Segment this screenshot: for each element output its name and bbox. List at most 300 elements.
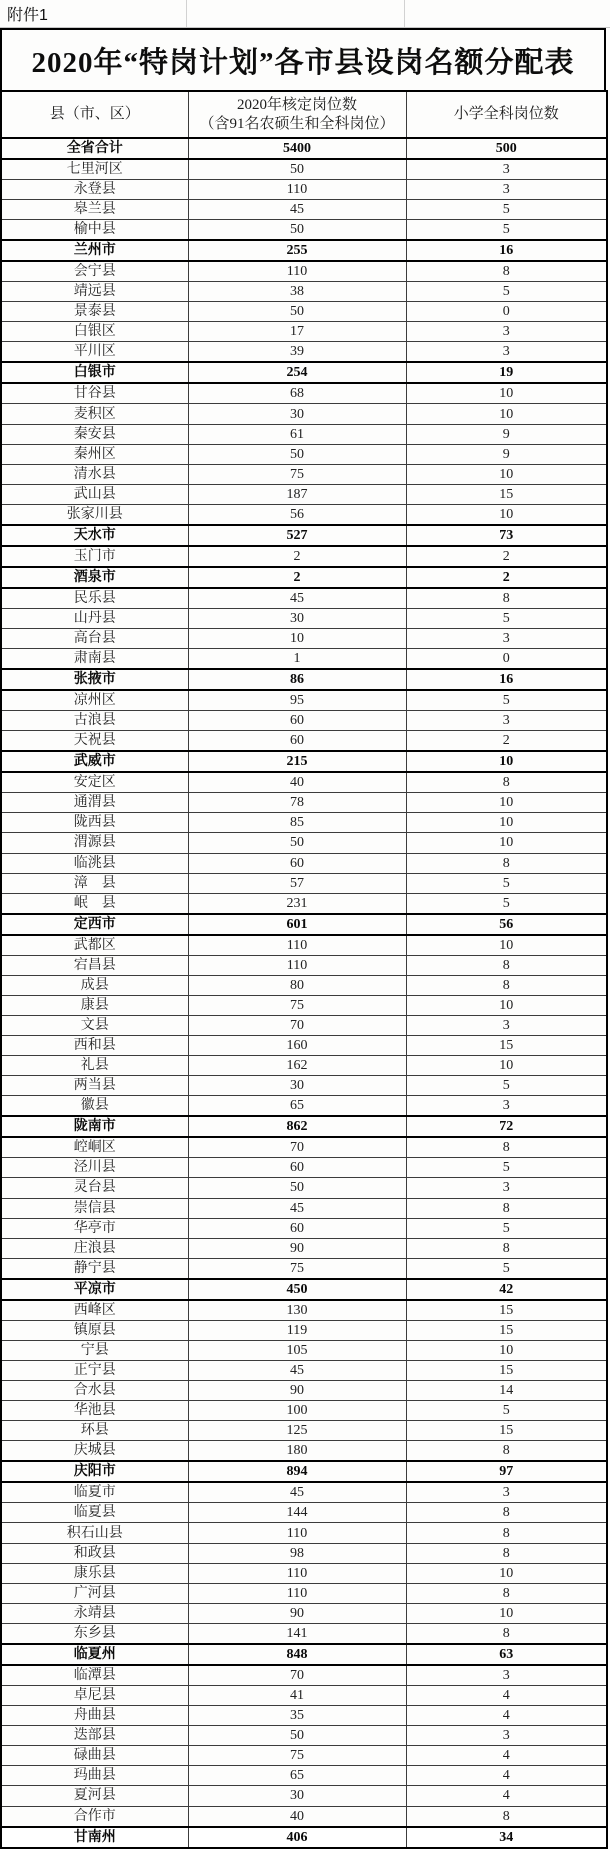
primary-count-cell: 10 <box>406 464 607 484</box>
table-row <box>1 1726 607 1746</box>
posts-count-cell: 527 <box>188 525 406 546</box>
primary-count-cell: 8 <box>406 1543 607 1563</box>
county-name-cell: 武山县 <box>1 484 188 504</box>
posts-count-cell: 60 <box>188 1158 406 1178</box>
posts-count-cell: 105 <box>188 1340 406 1360</box>
primary-count-cell: 8 <box>406 1523 607 1543</box>
primary-count-cell: 2 <box>406 731 607 752</box>
primary-count-cell: 5 <box>406 1258 607 1279</box>
county-name-cell: 甘谷县 <box>1 383 188 404</box>
top-empty-cell <box>187 0 405 27</box>
table-row <box>1 1806 607 1827</box>
county-name-cell: 玛曲县 <box>1 1766 188 1786</box>
table-row <box>1 404 607 424</box>
primary-count-cell: 15 <box>406 1421 607 1441</box>
posts-count-cell: 60 <box>188 1218 406 1238</box>
primary-count-cell: 4 <box>406 1685 607 1705</box>
table-row <box>1 282 607 302</box>
posts-count-cell: 141 <box>188 1623 406 1644</box>
table-row <box>1 1543 607 1563</box>
primary-count-cell: 4 <box>406 1746 607 1766</box>
posts-count-cell: 110 <box>188 1583 406 1603</box>
page-title: 2020年“特岗计划”各市县设岗名额分配表 <box>0 28 606 90</box>
primary-count-cell: 500 <box>406 138 607 159</box>
posts-count-cell: 90 <box>188 1381 406 1401</box>
primary-count-cell: 8 <box>406 853 607 873</box>
posts-count-cell: 110 <box>188 955 406 975</box>
primary-count-cell: 8 <box>406 1137 607 1158</box>
primary-count-cell: 5 <box>406 282 607 302</box>
posts-count-cell: 41 <box>188 1685 406 1705</box>
posts-count-cell: 50 <box>188 302 406 322</box>
county-name-cell: 镇原县 <box>1 1320 188 1340</box>
table-row <box>1 1623 607 1644</box>
table-row <box>1 1461 607 1482</box>
attachment-label: 附件1 <box>7 7 48 24</box>
table-row <box>1 1137 607 1158</box>
county-name-cell: 夏河县 <box>1 1786 188 1806</box>
county-name-cell: 武威市 <box>1 751 188 772</box>
primary-count-cell: 15 <box>406 1036 607 1056</box>
posts-count-cell: 125 <box>188 1421 406 1441</box>
col-header-county-label: 县（市、区） <box>49 106 140 123</box>
posts-count-cell: 56 <box>188 504 406 525</box>
posts-count-cell: 45 <box>188 1361 406 1381</box>
table-row <box>1 1421 607 1441</box>
table-row <box>1 1441 607 1462</box>
posts-count-cell: 78 <box>188 793 406 813</box>
county-name-cell: 定西市 <box>1 914 188 935</box>
table-row <box>1 690 607 711</box>
table-row <box>1 1076 607 1096</box>
county-name-cell: 高台县 <box>1 629 188 649</box>
table-row <box>1 1746 607 1766</box>
primary-count-cell: 72 <box>406 1116 607 1137</box>
primary-count-cell: 16 <box>406 240 607 261</box>
table-row <box>1 1482 607 1503</box>
posts-count-cell: 65 <box>188 1096 406 1117</box>
table-row <box>1 1603 607 1623</box>
posts-count-cell: 85 <box>188 813 406 833</box>
table-row <box>1 1685 607 1705</box>
county-name-cell: 东乡县 <box>1 1623 188 1644</box>
primary-count-cell: 3 <box>406 159 607 180</box>
table-row <box>1 444 607 464</box>
county-name-cell: 清水县 <box>1 464 188 484</box>
county-name-cell: 秦安县 <box>1 424 188 444</box>
table-row <box>1 893 607 914</box>
primary-count-cell: 5 <box>406 1158 607 1178</box>
primary-count-cell: 3 <box>406 1015 607 1035</box>
primary-count-cell: 73 <box>406 525 607 546</box>
county-name-cell: 皋兰县 <box>1 200 188 220</box>
primary-count-cell: 10 <box>406 504 607 525</box>
primary-count-cell: 8 <box>406 1198 607 1218</box>
county-name-cell: 迭部县 <box>1 1726 188 1746</box>
primary-count-cell: 10 <box>406 1563 607 1583</box>
table-row <box>1 1706 607 1726</box>
posts-count-cell: 40 <box>188 772 406 793</box>
table-row <box>1 793 607 813</box>
county-name-cell: 景泰县 <box>1 302 188 322</box>
county-name-cell: 宕昌县 <box>1 955 188 975</box>
table-row <box>1 1665 607 1686</box>
table-row <box>1 608 607 628</box>
county-name-cell: 会宁县 <box>1 261 188 282</box>
county-name-cell: 舟曲县 <box>1 1706 188 1726</box>
county-name-cell: 酒泉市 <box>1 567 188 588</box>
posts-count-cell: 39 <box>188 342 406 363</box>
primary-count-cell: 10 <box>406 1340 607 1360</box>
posts-count-cell: 30 <box>188 1786 406 1806</box>
posts-count-cell: 90 <box>188 1238 406 1258</box>
posts-count-cell: 98 <box>188 1543 406 1563</box>
county-name-cell: 和政县 <box>1 1543 188 1563</box>
table-row <box>1 180 607 200</box>
county-name-cell: 平凉市 <box>1 1279 188 1300</box>
posts-count-cell: 75 <box>188 1746 406 1766</box>
county-name-cell: 合水县 <box>1 1381 188 1401</box>
county-name-cell: 张家川县 <box>1 504 188 525</box>
posts-count-cell: 162 <box>188 1056 406 1076</box>
posts-count-cell: 110 <box>188 935 406 956</box>
table-row <box>1 240 607 261</box>
county-name-cell: 甘南州 <box>1 1827 188 1848</box>
county-name-cell: 天祝县 <box>1 731 188 752</box>
primary-count-cell: 15 <box>406 1320 607 1340</box>
primary-count-cell: 8 <box>406 1503 607 1523</box>
posts-count-cell: 70 <box>188 1665 406 1686</box>
primary-count-cell: 3 <box>406 711 607 731</box>
county-name-cell: 陇南市 <box>1 1116 188 1137</box>
county-name-cell: 永登县 <box>1 180 188 200</box>
table-row <box>1 751 607 772</box>
county-name-cell: 白银区 <box>1 322 188 342</box>
county-name-cell: 临潭县 <box>1 1665 188 1686</box>
table-row <box>1 1300 607 1321</box>
county-name-cell: 兰州市 <box>1 240 188 261</box>
county-name-cell: 天水市 <box>1 525 188 546</box>
primary-count-cell: 4 <box>406 1786 607 1806</box>
table-row <box>1 362 607 383</box>
posts-count-cell: 75 <box>188 995 406 1015</box>
primary-count-cell: 8 <box>406 588 607 609</box>
county-name-cell: 山丹县 <box>1 608 188 628</box>
posts-count-cell: 30 <box>188 608 406 628</box>
table-row <box>1 1786 607 1806</box>
primary-count-cell: 10 <box>406 833 607 853</box>
county-name-cell: 通渭县 <box>1 793 188 813</box>
table-row <box>1 1523 607 1543</box>
table-row <box>1 1198 607 1218</box>
county-name-cell: 文县 <box>1 1015 188 1035</box>
primary-count-cell: 8 <box>406 1441 607 1462</box>
primary-count-cell: 10 <box>406 751 607 772</box>
county-name-cell: 碌曲县 <box>1 1746 188 1766</box>
table-row <box>1 1320 607 1340</box>
county-name-cell: 七里河区 <box>1 159 188 180</box>
table-row <box>1 1279 607 1300</box>
primary-count-cell: 0 <box>406 649 607 670</box>
posts-count-cell: 254 <box>188 362 406 383</box>
posts-count-cell: 45 <box>188 588 406 609</box>
primary-count-cell: 8 <box>406 955 607 975</box>
table-row <box>1 833 607 853</box>
posts-count-cell: 75 <box>188 464 406 484</box>
table-row <box>1 995 607 1015</box>
table-row <box>1 1258 607 1279</box>
primary-count-cell: 3 <box>406 342 607 363</box>
col-header-primary-label: 小学全科岗位数 <box>453 106 559 123</box>
posts-count-cell: 80 <box>188 975 406 995</box>
primary-count-cell: 10 <box>406 813 607 833</box>
county-name-cell: 合作市 <box>1 1806 188 1827</box>
posts-count-cell: 2 <box>188 567 406 588</box>
table-row <box>1 1401 607 1421</box>
table-row <box>1 1015 607 1035</box>
county-name-cell: 康县 <box>1 995 188 1015</box>
primary-count-cell: 5 <box>406 1401 607 1421</box>
primary-count-cell: 5 <box>406 893 607 914</box>
county-name-cell: 两当县 <box>1 1076 188 1096</box>
table-row <box>1 322 607 342</box>
primary-count-cell: 3 <box>406 322 607 342</box>
primary-count-cell: 2 <box>406 567 607 588</box>
primary-count-cell: 34 <box>406 1827 607 1848</box>
posts-count-cell: 5400 <box>188 138 406 159</box>
county-name-cell: 西和县 <box>1 1036 188 1056</box>
county-name-cell: 宁县 <box>1 1340 188 1360</box>
primary-count-cell: 42 <box>406 1279 607 1300</box>
primary-count-cell: 8 <box>406 1623 607 1644</box>
primary-count-cell: 3 <box>406 1726 607 1746</box>
county-name-cell: 庆阳市 <box>1 1461 188 1482</box>
county-name-cell: 玉门市 <box>1 546 188 567</box>
posts-count-cell: 50 <box>188 444 406 464</box>
table-row <box>1 669 607 690</box>
table-row <box>1 772 607 793</box>
county-name-cell: 泾川县 <box>1 1158 188 1178</box>
county-name-cell: 临夏县 <box>1 1503 188 1523</box>
primary-count-cell: 63 <box>406 1644 607 1665</box>
primary-count-cell: 10 <box>406 935 607 956</box>
posts-count-cell: 60 <box>188 731 406 752</box>
posts-count-cell: 70 <box>188 1015 406 1035</box>
posts-count-cell: 60 <box>188 853 406 873</box>
table-row <box>1 1096 607 1117</box>
posts-count-cell: 30 <box>188 1076 406 1096</box>
county-name-cell: 西峰区 <box>1 1300 188 1321</box>
posts-count-cell: 45 <box>188 200 406 220</box>
county-name-cell: 灵台县 <box>1 1178 188 1198</box>
county-name-cell: 徽县 <box>1 1096 188 1117</box>
allocation-table <box>0 90 608 1849</box>
primary-count-cell: 8 <box>406 772 607 793</box>
table-row <box>1 1503 607 1523</box>
table-row <box>1 1381 607 1401</box>
table-row <box>1 220 607 241</box>
posts-count-cell: 50 <box>188 833 406 853</box>
posts-count-cell: 30 <box>188 404 406 424</box>
county-name-cell: 渭源县 <box>1 833 188 853</box>
table-row <box>1 649 607 670</box>
table-row <box>1 853 607 873</box>
primary-count-cell: 97 <box>406 1461 607 1482</box>
county-name-cell: 环县 <box>1 1421 188 1441</box>
posts-count-cell: 35 <box>188 1706 406 1726</box>
posts-count-cell: 160 <box>188 1036 406 1056</box>
posts-count-cell: 2 <box>188 546 406 567</box>
county-name-cell: 麦积区 <box>1 404 188 424</box>
posts-count-cell: 57 <box>188 873 406 893</box>
primary-count-cell: 15 <box>406 484 607 504</box>
posts-count-cell: 110 <box>188 1523 406 1543</box>
primary-count-cell: 3 <box>406 1665 607 1686</box>
posts-count-cell: 110 <box>188 180 406 200</box>
col-header-posts-line1: 2020年核定岗位数 <box>236 96 357 113</box>
attachment-cell <box>0 0 187 27</box>
county-name-cell: 崇信县 <box>1 1198 188 1218</box>
primary-count-cell: 5 <box>406 873 607 893</box>
posts-count-cell: 90 <box>188 1603 406 1623</box>
county-name-cell: 陇西县 <box>1 813 188 833</box>
header-row <box>1 91 607 138</box>
county-name-cell: 秦州区 <box>1 444 188 464</box>
table-row <box>1 975 607 995</box>
col-header-county <box>1 91 188 138</box>
primary-count-cell: 16 <box>406 669 607 690</box>
table-row <box>1 1644 607 1665</box>
primary-count-cell: 5 <box>406 608 607 628</box>
county-name-cell: 古浪县 <box>1 711 188 731</box>
primary-count-cell: 5 <box>406 200 607 220</box>
table-row <box>1 629 607 649</box>
table-body <box>1 138 607 1848</box>
attachment-strip <box>0 0 610 28</box>
table-row <box>1 1766 607 1786</box>
primary-count-cell: 9 <box>406 424 607 444</box>
posts-count-cell: 110 <box>188 1563 406 1583</box>
primary-count-cell: 15 <box>406 1361 607 1381</box>
posts-count-cell: 130 <box>188 1300 406 1321</box>
posts-count-cell: 75 <box>188 1258 406 1279</box>
table-row <box>1 813 607 833</box>
county-name-cell: 漳 县 <box>1 873 188 893</box>
primary-count-cell: 10 <box>406 1056 607 1076</box>
primary-count-cell: 4 <box>406 1766 607 1786</box>
county-name-cell: 广河县 <box>1 1583 188 1603</box>
county-name-cell: 临洮县 <box>1 853 188 873</box>
table-row <box>1 1340 607 1360</box>
primary-count-cell: 56 <box>406 914 607 935</box>
posts-count-cell: 100 <box>188 1401 406 1421</box>
table-row <box>1 1116 607 1137</box>
county-name-cell: 张掖市 <box>1 669 188 690</box>
posts-count-cell: 50 <box>188 220 406 241</box>
primary-count-cell: 3 <box>406 629 607 649</box>
county-name-cell: 庄浪县 <box>1 1238 188 1258</box>
table-row <box>1 159 607 180</box>
county-name-cell: 永靖县 <box>1 1603 188 1623</box>
primary-count-cell: 10 <box>406 995 607 1015</box>
county-name-cell: 积石山县 <box>1 1523 188 1543</box>
primary-count-cell: 8 <box>406 261 607 282</box>
table-row <box>1 1178 607 1198</box>
county-name-cell: 华亭市 <box>1 1218 188 1238</box>
county-name-cell: 卓尼县 <box>1 1685 188 1705</box>
primary-count-cell: 3 <box>406 1482 607 1503</box>
primary-count-cell: 8 <box>406 975 607 995</box>
county-name-cell: 靖远县 <box>1 282 188 302</box>
posts-count-cell: 86 <box>188 669 406 690</box>
allocation-sheet <box>0 28 606 1849</box>
primary-count-cell: 10 <box>406 404 607 424</box>
table-row <box>1 546 607 567</box>
table-row <box>1 383 607 404</box>
table-row <box>1 1218 607 1238</box>
posts-count-cell: 17 <box>188 322 406 342</box>
county-name-cell: 静宁县 <box>1 1258 188 1279</box>
primary-count-cell: 14 <box>406 1381 607 1401</box>
county-name-cell: 礼县 <box>1 1056 188 1076</box>
county-name-cell: 白银市 <box>1 362 188 383</box>
table-row <box>1 588 607 609</box>
county-name-cell: 崆峒区 <box>1 1137 188 1158</box>
table-row <box>1 525 607 546</box>
county-name-cell: 华池县 <box>1 1401 188 1421</box>
posts-count-cell: 848 <box>188 1644 406 1665</box>
table-row <box>1 1238 607 1258</box>
posts-count-cell: 10 <box>188 629 406 649</box>
primary-count-cell: 15 <box>406 1300 607 1321</box>
primary-count-cell: 8 <box>406 1583 607 1603</box>
table-row <box>1 955 607 975</box>
county-name-cell: 岷 县 <box>1 893 188 914</box>
table-row <box>1 504 607 525</box>
primary-count-cell: 8 <box>406 1806 607 1827</box>
table-row <box>1 1827 607 1848</box>
table-row <box>1 935 607 956</box>
primary-count-cell: 0 <box>406 302 607 322</box>
posts-count-cell: 215 <box>188 751 406 772</box>
county-name-cell: 成县 <box>1 975 188 995</box>
table-row <box>1 200 607 220</box>
county-name-cell: 肃南县 <box>1 649 188 670</box>
county-name-cell: 全省合计 <box>1 138 188 159</box>
posts-count-cell: 50 <box>188 159 406 180</box>
primary-count-cell: 9 <box>406 444 607 464</box>
posts-count-cell: 68 <box>188 383 406 404</box>
posts-count-cell: 50 <box>188 1178 406 1198</box>
table-row <box>1 731 607 752</box>
table-row <box>1 873 607 893</box>
col-header-posts-line2: （含91名农硕生和全科岗位） <box>199 115 395 132</box>
posts-count-cell: 45 <box>188 1198 406 1218</box>
county-name-cell: 临夏市 <box>1 1482 188 1503</box>
table-row <box>1 914 607 935</box>
table-row <box>1 302 607 322</box>
posts-count-cell: 450 <box>188 1279 406 1300</box>
primary-count-cell: 8 <box>406 1238 607 1258</box>
primary-count-cell: 3 <box>406 1096 607 1117</box>
table-header <box>1 91 607 138</box>
primary-count-cell: 3 <box>406 1178 607 1198</box>
primary-count-cell: 2 <box>406 546 607 567</box>
posts-count-cell: 50 <box>188 1726 406 1746</box>
primary-count-cell: 10 <box>406 1603 607 1623</box>
table-row <box>1 138 607 159</box>
primary-count-cell: 5 <box>406 1076 607 1096</box>
